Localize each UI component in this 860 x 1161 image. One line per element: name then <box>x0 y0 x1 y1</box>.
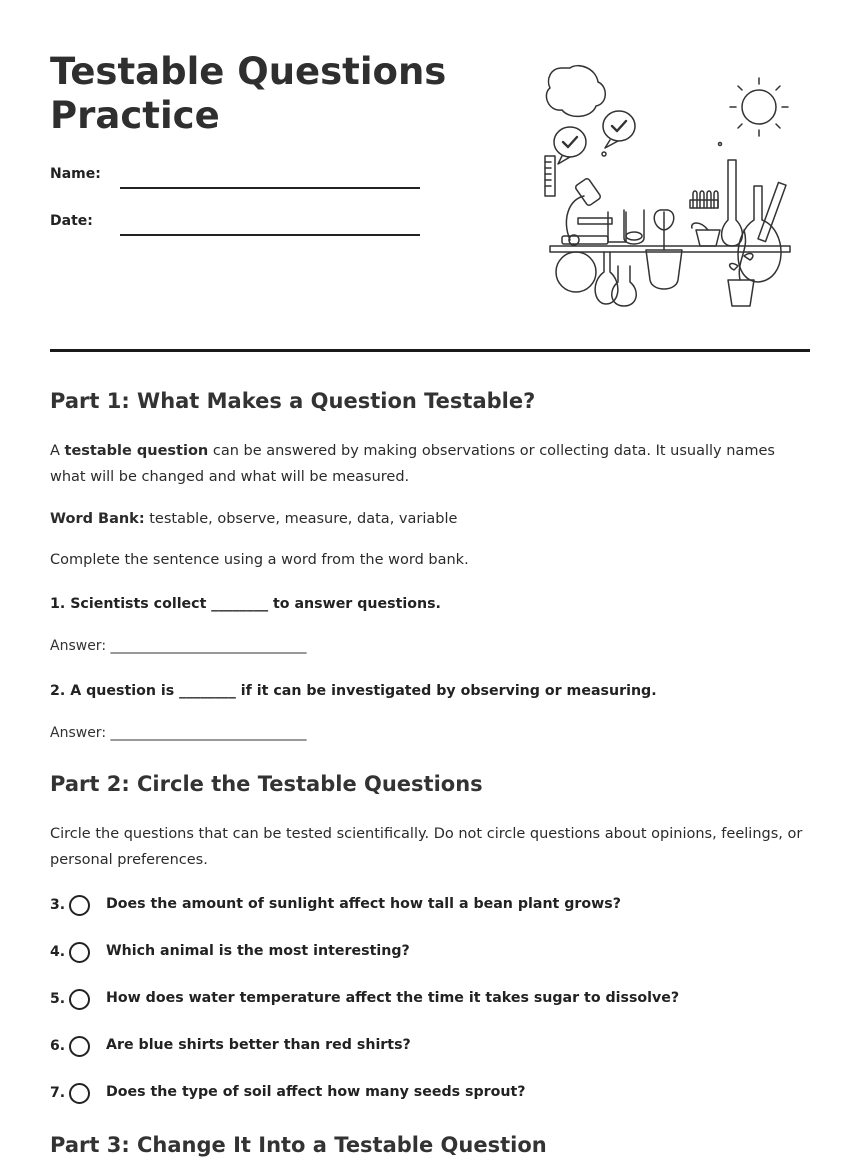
checkmark-bubble-icon <box>603 111 635 148</box>
intro-text: can be answered by making observations or collecting data. It usually names what will be changed and what will be measured. <box>50 443 775 485</box>
part1-heading: Part 1: What Makes a Question Testable? <box>50 389 536 413</box>
shelf-icon <box>550 246 790 252</box>
part2-heading: Part 2: Circle the Testable Questions <box>50 772 483 796</box>
word-bank-words: testable, observe, measure, data, variable <box>144 511 458 527</box>
flask-icon <box>722 160 743 246</box>
question-2: 2. A question is ________ if it can be investigated by observing or measuring. <box>50 683 657 699</box>
intro-text: A <box>50 443 65 459</box>
item-question: Does the amount of sunlight affect how tall a bean plant grows? <box>106 896 621 912</box>
microscope-icon <box>562 178 612 245</box>
plant-icon <box>646 210 682 289</box>
answer-circle[interactable] <box>69 1036 90 1057</box>
question-1: 1. Scientists collect ________ to answer questions. <box>50 596 441 612</box>
item-number: 3. <box>50 897 66 913</box>
answer-circle[interactable] <box>69 942 90 963</box>
answer-line-1[interactable]: Answer: ____________________________ <box>50 638 307 654</box>
part1-instruction: Complete the sentence using a word from the word bank. <box>50 552 469 568</box>
worksheet-title: Testable Questions Practice <box>50 50 447 137</box>
name-field[interactable] <box>120 187 420 189</box>
pot-icon <box>696 230 720 246</box>
part2-instruction: Circle the questions that can be tested scientifically. Do not circle questions about opinions, feelings, or personal preferences. <box>50 826 803 868</box>
pot-icon <box>728 280 754 306</box>
name-label: Name: <box>50 166 101 182</box>
intro-bold-term: testable question <box>64 443 209 459</box>
item-number: 7. <box>50 1085 66 1101</box>
item-number: 5. <box>50 991 66 1007</box>
section-divider <box>50 349 810 352</box>
flask-icon <box>595 252 618 304</box>
thought-cloud-icon <box>546 66 605 117</box>
round-flask-icon <box>556 252 596 292</box>
part3-heading: Part 3: Change It Into a Testable Question <box>50 1133 547 1157</box>
sun-icon <box>730 78 788 136</box>
answer-circle[interactable] <box>69 1083 90 1104</box>
word-bank <box>50 506 815 532</box>
item-number: 6. <box>50 1038 66 1054</box>
word-bank-label: Word Bank: <box>50 511 145 527</box>
answer-circle[interactable] <box>69 895 90 916</box>
item-question: Are blue shirts better than red shirts? <box>106 1037 411 1053</box>
item-question: How does water temperature affect the time it takes sugar to dissolve? <box>106 990 680 1006</box>
date-field[interactable] <box>120 234 420 236</box>
item-question: Which animal is the most interesting? <box>106 943 410 959</box>
item-question: Does the type of soil affect how many seeds sprout? <box>106 1084 526 1100</box>
science-lab-illustration <box>540 60 795 315</box>
part1-intro <box>50 438 815 490</box>
checkmark-bubble-icon <box>554 127 586 164</box>
date-label: Date: <box>50 213 93 229</box>
answer-line-2[interactable]: Answer: ____________________________ <box>50 725 307 741</box>
answer-circle[interactable] <box>69 989 90 1010</box>
item-number: 4. <box>50 944 66 960</box>
test-tubes-icon <box>690 191 718 208</box>
